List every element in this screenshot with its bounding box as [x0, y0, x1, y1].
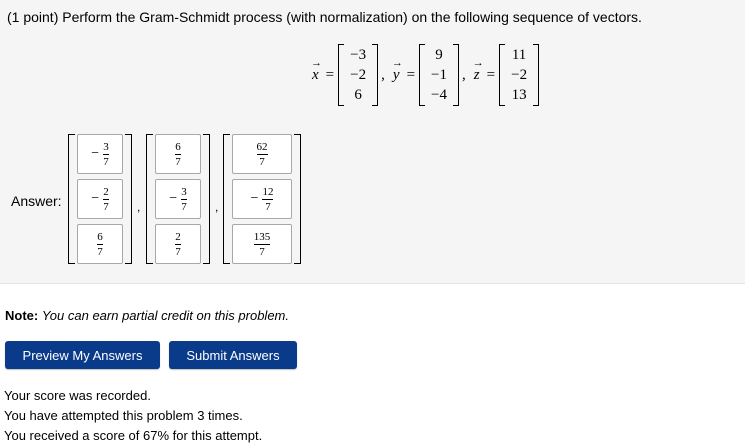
vector-definitions: → x = −3 −2 6 , → y = 9 −1 −4 , → z = 11 −2 13 [310, 44, 539, 106]
vector-x-name: → x [311, 56, 322, 83]
answer-input[interactable]: $\frac{135}{7}$ [232, 224, 292, 264]
attempt-status [4, 386, 262, 446]
status-score: You received a score of 67% for this attempt. [4, 428, 263, 443]
vector-y-entry: 9 [435, 47, 443, 63]
answer-input[interactable]: $\frac{2}{7}$ [155, 224, 201, 264]
answer-input[interactable]: $\frac{62}{7}$ [232, 134, 292, 174]
vector-z [499, 44, 539, 106]
vector-y-entry: −4 [431, 87, 448, 103]
answer-separator: , [215, 200, 219, 214]
status-attempts: You have attempted this problem 3 times. [4, 408, 243, 423]
submit-answers-button[interactable]: Submit Answers [169, 341, 297, 369]
vector-x-entry: −3 [350, 47, 367, 63]
answer-label: Answer: [11, 193, 62, 209]
points-label: (1 point) [7, 9, 59, 25]
status-recorded: Your score was recorded. [4, 388, 151, 403]
preview-answers-button[interactable]: Preview My Answers [5, 341, 160, 369]
vector-x-entry: 6 [354, 87, 362, 103]
answer-vector-3 [223, 134, 301, 264]
vector-x-entry: −2 [350, 67, 367, 83]
vector-y-name: → y [391, 56, 403, 83]
vector-y-entry: −1 [431, 67, 448, 83]
answer-input[interactable]: − $\frac{3}{7}$ [155, 179, 201, 219]
answer-input[interactable]: − $\frac{2}{7}$ [77, 179, 123, 219]
answer-input[interactable]: − $\frac{3}{7}$ [77, 134, 123, 174]
answer-vector-2 [146, 134, 210, 264]
note-label: Note: [5, 308, 39, 323]
vector-y [419, 44, 459, 106]
answer-vector-1 [68, 134, 132, 264]
answer-input[interactable]: $\frac{6}{7}$ [77, 224, 123, 264]
note-text: You can earn partial credit on this problem. [41, 308, 289, 323]
answer-input[interactable]: − $\frac{12}{7}$ [232, 179, 292, 219]
answer-separator: , [137, 200, 141, 214]
vector-z-entry: 13 [511, 87, 527, 103]
prompt-text: Perform the Gram-Schmidt process (with normalization) on the following sequence of vectors. [62, 9, 642, 25]
vector-z-name: → z [472, 56, 484, 83]
vector-z-entry: −2 [511, 67, 528, 83]
vector-x [338, 44, 378, 106]
vector-z-entry: 11 [511, 47, 527, 63]
answer-input[interactable]: $\frac{6}{7}$ [155, 134, 201, 174]
partial-credit-note [5, 308, 289, 323]
problem-statement [7, 9, 642, 25]
